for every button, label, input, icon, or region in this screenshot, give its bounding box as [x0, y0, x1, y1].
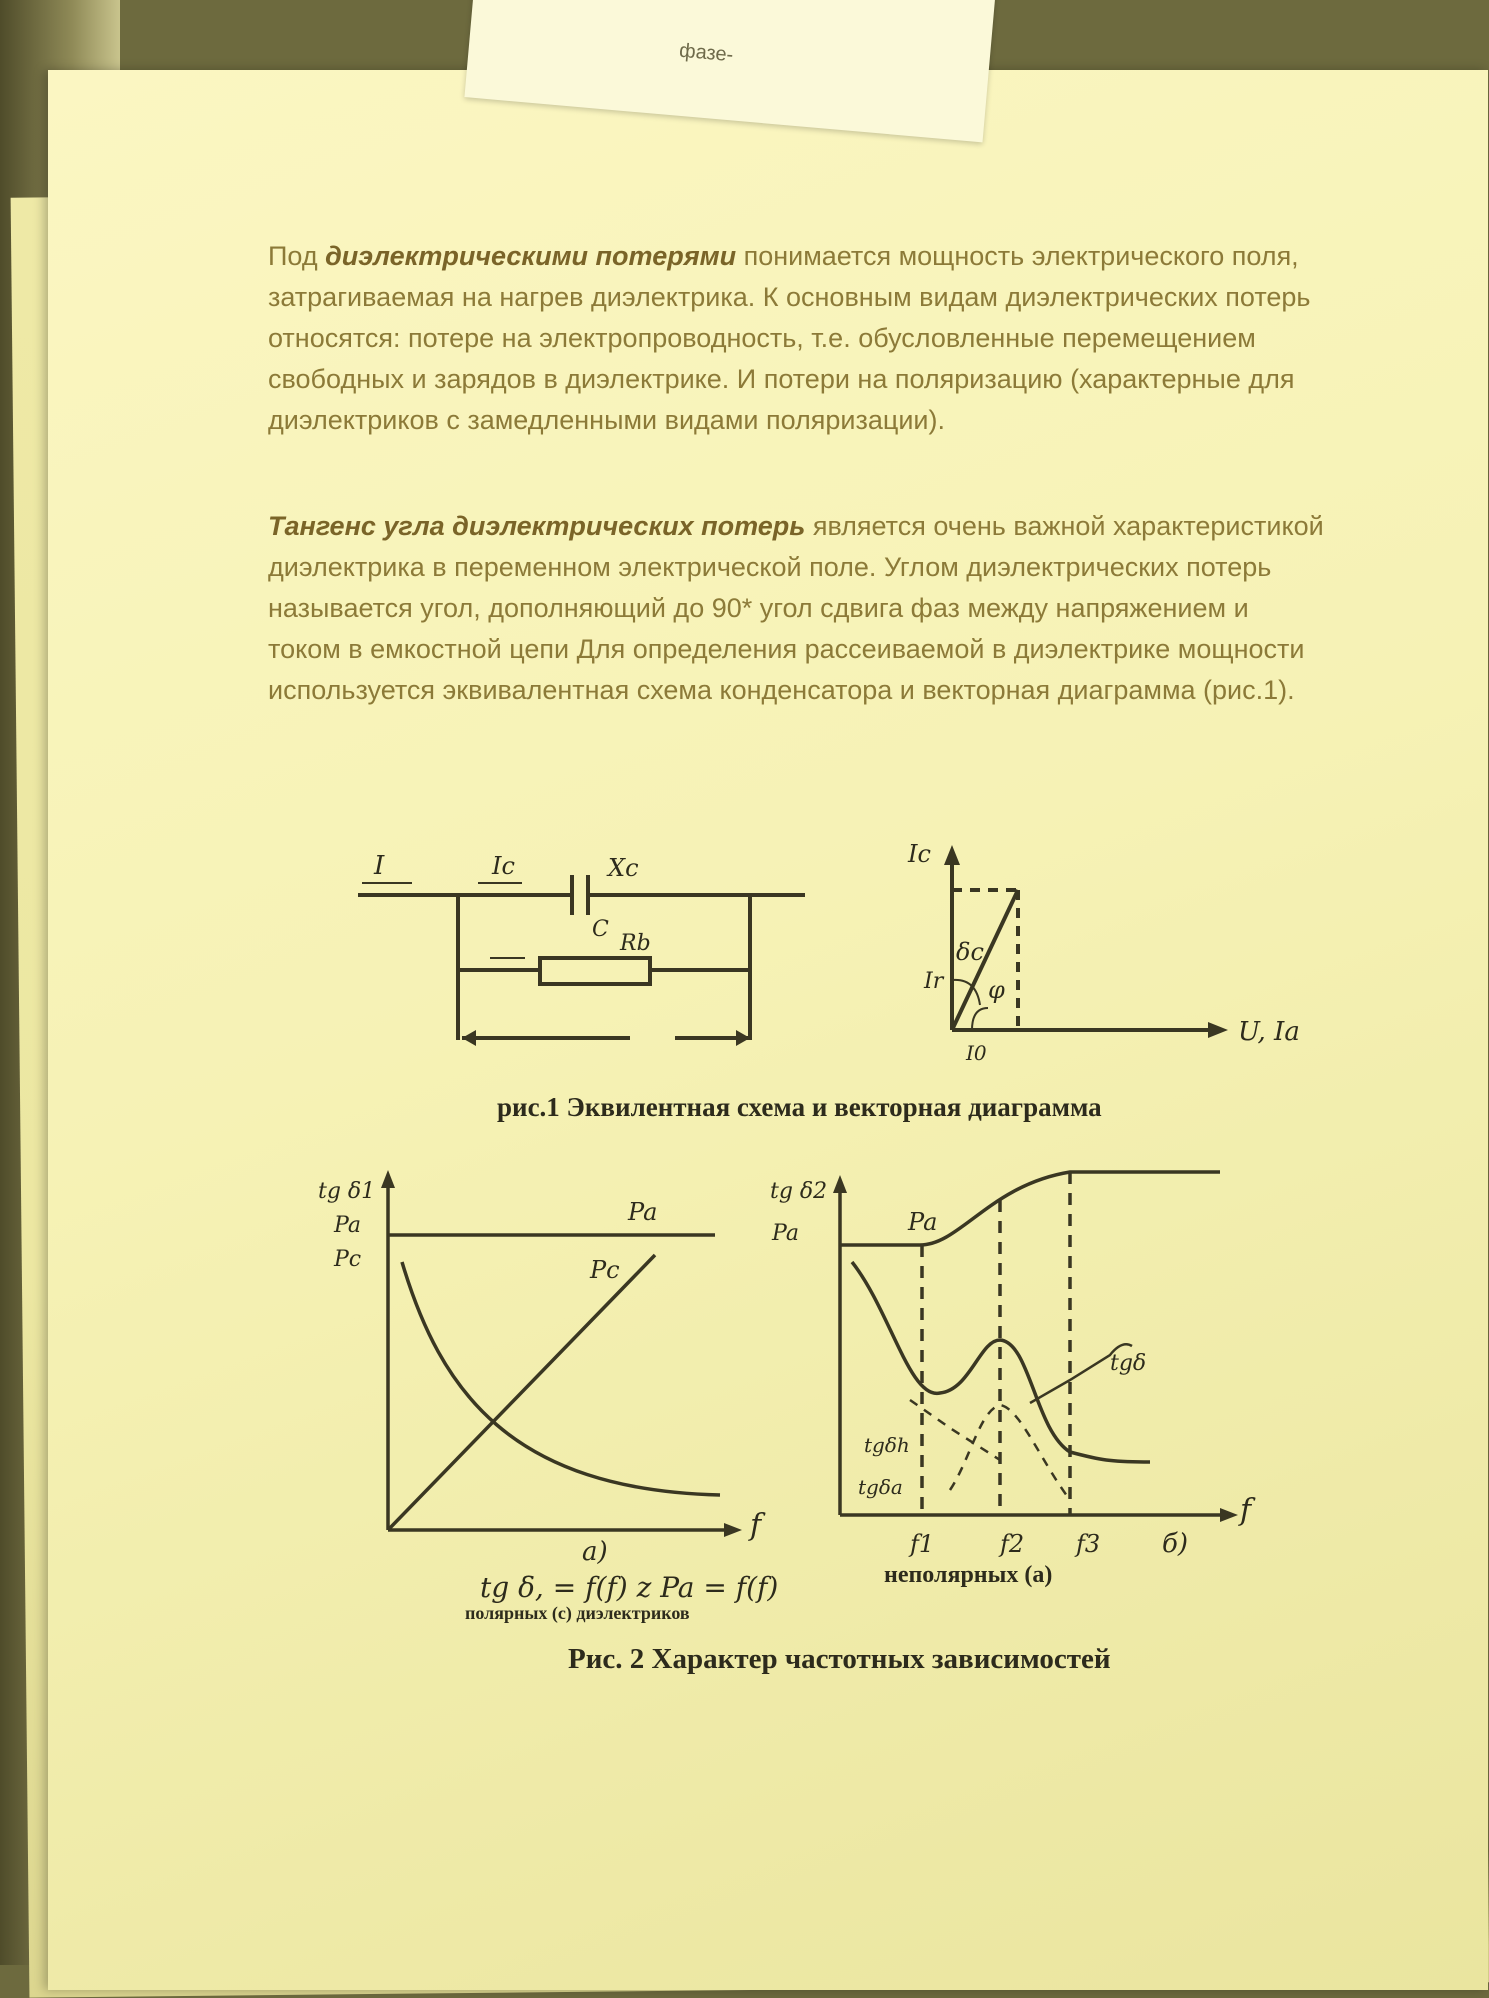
right-curve-tgh: tgδh: [864, 1433, 910, 1457]
label-x-axis: U, Ia: [1238, 1017, 1300, 1047]
right-ylabel-pa: Pa: [772, 1221, 799, 1246]
p1-emphasis: диэлектрическими потерями: [325, 241, 737, 271]
fig2-caption-nonpolar: неполярных (а): [884, 1562, 1053, 1588]
label-current: I: [374, 851, 385, 881]
label-phi: φ: [988, 976, 1005, 1004]
fig1-caption: рис.1 Эквилентная схема и векторная диаграмма: [497, 1092, 1102, 1122]
figure-1: [340, 830, 1350, 1090]
tick-f3: f3: [1076, 1530, 1101, 1558]
left-curve-pa: Pa: [628, 1198, 658, 1226]
right-curve-pa: Pa: [908, 1208, 938, 1236]
slip-text: фазе-: [678, 39, 735, 67]
label-y-axis: Ic: [908, 840, 931, 868]
paragraph-dielectric-losses: [268, 236, 1328, 441]
fig2-handwritten-caption: tg δ, = f(f) z Pa = f(f): [480, 1571, 779, 1604]
label-capacitor: C: [592, 917, 609, 942]
fig2-caption-polar: полярных (с) диэлектриков: [465, 1603, 690, 1623]
fig2-caption: Рис. 2 Характер частотных зависимостей: [568, 1643, 1111, 1675]
right-xlabel: f: [1240, 1493, 1252, 1528]
left-sublabel: a): [582, 1537, 608, 1567]
left-ylabel-pa: Pa: [334, 1213, 361, 1238]
p1-rest: понимается мощность электрического поля, затрагиваемая на нагрев диэлектрика. К основным видам диэлектрических потерь относятся: потере на электропроводность, т.е. обусловленные перемещением свободных и зарядов в диэлектрике. И потери на поляризацию (характерные для диэлектриков с замедленными видами поляризации).: [268, 241, 1311, 435]
tick-f1: f1: [910, 1530, 935, 1558]
right-sublabel: б): [1162, 1529, 1189, 1559]
right-curve-tg: tgδ: [1110, 1351, 1147, 1376]
left-curve-pc: Pc: [590, 1256, 620, 1284]
paragraph-loss-tangent: [268, 506, 1328, 711]
right-curve-tga: tgδa: [858, 1475, 903, 1499]
p1-prefix: Под: [268, 241, 326, 271]
left-y-labels: [318, 1179, 375, 1272]
label-resistor: Rb: [620, 931, 651, 956]
tick-f2: f2: [1000, 1530, 1025, 1558]
label-reactance: Xc: [608, 854, 639, 882]
p2-emphasis: Тангенс угла диэлектрических потерь: [268, 511, 806, 541]
right-y-labels: [770, 1179, 827, 1246]
label-delta: δc: [956, 938, 984, 966]
label-current-c: Ic: [492, 852, 515, 880]
left-xlabel: f: [750, 1508, 762, 1543]
label-i0: I0: [966, 1041, 987, 1065]
left-ylabel-pc: Pc: [334, 1247, 362, 1272]
left-ylabel-tg: tg δ1: [318, 1179, 376, 1204]
p2-rest: является очень важной характеристикой диэлектрика в переменном электрической поле. Углом диэлектрических потерь называется угол, дополняющий до 90* угол сдвига фаз между напряжением и током в емкостной цепи Для определения рассеиваемой в диэлектрике мощности используется эквивалентная схема конденсатора и векторная диаграмма (рис.1).: [268, 511, 1324, 705]
label-ir: Ir: [924, 969, 944, 994]
right-ylabel-tg: tg δ2: [770, 1179, 828, 1204]
